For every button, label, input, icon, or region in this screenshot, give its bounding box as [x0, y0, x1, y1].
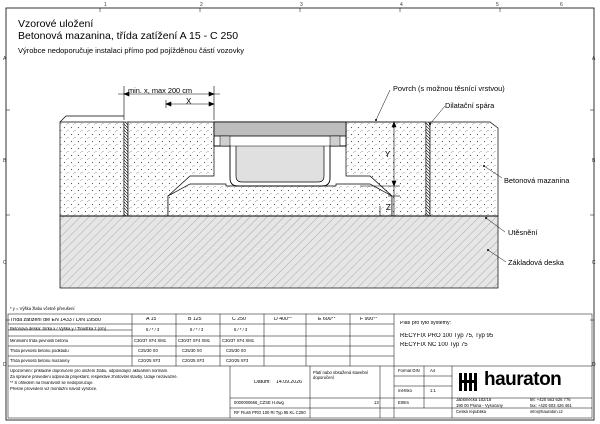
hauraton-logo-icon [456, 370, 482, 394]
drainage-channel [214, 122, 346, 186]
note-line: Za správné provedení odpovídá projektant, respektive zhotovitel stavby. Údaje nezávazné. [10, 375, 178, 379]
row-concrete-class-value: C30/37 XF4 XM1 [178, 339, 211, 343]
border-letter: A [592, 56, 596, 62]
applies-to-label: Platí pro tyto systémy: [400, 321, 452, 326]
sheet-number: 13 [374, 401, 379, 405]
row-base-class-value: C25/30 X0 [226, 349, 246, 353]
label-expansion-joint: Dilatační spára [445, 101, 495, 110]
format-label: Formát DIN [398, 369, 420, 373]
expansion-joint-left [124, 122, 128, 216]
border-number: 4 [400, 2, 403, 8]
border-number: 2 [200, 2, 203, 8]
load-class-d400: D 400** [274, 317, 292, 322]
dimension-x-label: X [186, 97, 192, 106]
load-class-f900: F 900** [360, 317, 378, 322]
applies-item: RECYFIX NC 100 Typ 75 [400, 342, 468, 348]
row-screed-class-label: Třída pevnosti betonu mazaniny [10, 359, 70, 363]
date-label: Datum: [254, 380, 271, 385]
page-title-line2: Betonová mazanina, třída zatížení A 15 - C 250 [18, 30, 239, 42]
base-slab [60, 216, 498, 288]
brand-name: hauraton [484, 370, 562, 389]
page-title: Vzorové uložení [18, 18, 94, 30]
row-concrete-class-value: C30/37 XF4 XM1 [222, 339, 255, 343]
row-base-class-value: C25/30 X0 [138, 349, 158, 353]
expansion-joint-right [426, 122, 430, 216]
border-letter: A [3, 56, 7, 62]
border-number: 3 [300, 2, 303, 8]
load-class-header-label: Třída zatížení dle EN 1433 / DIN 19580 [10, 318, 101, 323]
bedding-concrete [168, 184, 392, 216]
border-letter: D [3, 362, 7, 368]
company-address: Česká republika [456, 410, 487, 414]
row-screed-class-value: C20/25 XF3 [138, 359, 161, 363]
load-class-a15: A 15 [146, 317, 157, 322]
label-concrete-screed: Betonová mazanina [504, 176, 570, 185]
page-subtitle: Výrobce nedoporučuje instalaci přímo pod pojížděnou částí vozovky [18, 46, 244, 55]
company-contact: info@hauraton.cz [530, 410, 563, 414]
drawing-number: 0000000666_CZSE H.dwg [234, 401, 284, 405]
note-line: Přesné provedení viz montážní návod výrobce. [10, 387, 98, 391]
screed-left-outer [60, 122, 124, 216]
company-contact: tel: +420 563 626 776 [530, 398, 571, 402]
footer-title: RF Flush PRO 100 RI Typ 95 KL C250 [234, 411, 306, 415]
border-letter: B [592, 158, 596, 164]
company-address: Jablonecká 182/18 [456, 398, 492, 402]
border-letter: C [3, 260, 7, 266]
border-number: 5 [496, 2, 499, 8]
load-class-c250: C 250 [232, 317, 246, 322]
border-letter: B [3, 158, 7, 164]
row-base-class-label: Třída pevnosti betonu podkladu [10, 349, 69, 353]
load-class-e600: E 600** [318, 317, 336, 322]
row-dimensions-label: Betonová deska: Šířka x / Výška y / Tloušťka z (cm) [10, 327, 106, 331]
applies-item: RECYFIX PRO 100 Typ 75, Typ 95 [400, 333, 494, 339]
scale-label: měřítko [398, 389, 412, 393]
border-number: 6 [560, 2, 563, 8]
dimension-min-x-label: min. x, max 200 cm [128, 86, 193, 95]
row-concrete-class-label: Minimální třída pevnosti betonu [10, 339, 69, 343]
label-base-slab: Základová deska [508, 258, 564, 267]
scale-value: 1:1 [430, 389, 436, 393]
row-screed-class-value: C20/25 XF3 [182, 359, 205, 363]
row-concrete-class-value: C30/37 XF4 XM1 [134, 339, 167, 343]
note-line: Upozornění: příkladné doporučení pro uložení žlabu, odpovídající aktuálním normám. [10, 369, 169, 373]
footnote: * y = Výška žlabu včetně přerušení [10, 306, 75, 311]
row-screed-class-value: C20/25 XF3 [226, 359, 249, 363]
row-dimensions-value: 6 / * / 3 [234, 328, 248, 332]
screed-right-outer [430, 122, 498, 216]
date-value: 14.09.2026 [276, 380, 302, 385]
dimension-z-label: Z [386, 203, 391, 212]
note-line: ** S ohledem na trvanlivost se nedoporučuje. [10, 381, 94, 385]
row-dimensions-value: 6 / * / 3 [146, 328, 160, 332]
hauraton-logo [456, 368, 590, 396]
border-letter: C [592, 260, 596, 266]
dimension-y-label: Y [385, 150, 391, 159]
grating [214, 122, 346, 136]
label-surface: Povrch (s možnou těsnící vrstvou) [393, 84, 505, 93]
format-value: A4 [430, 369, 436, 373]
company-address: 190 00 Praha - Vysočany [456, 404, 503, 408]
border-letter: D [592, 362, 596, 368]
row-dimensions-value: 6 / * / 3 [190, 328, 204, 332]
row-base-class-value: C25/30 X0 [182, 349, 202, 353]
border-number: 1 [104, 2, 107, 8]
validity-note: Platí nabo obsažená stavební doporučení [313, 370, 369, 381]
label-sealing: Utěsnění [508, 228, 538, 237]
load-class-b125: B 125 [188, 317, 202, 322]
sheet-code: E08m [398, 401, 409, 405]
company-contact: fax: +420 603 426 461 [530, 404, 572, 408]
